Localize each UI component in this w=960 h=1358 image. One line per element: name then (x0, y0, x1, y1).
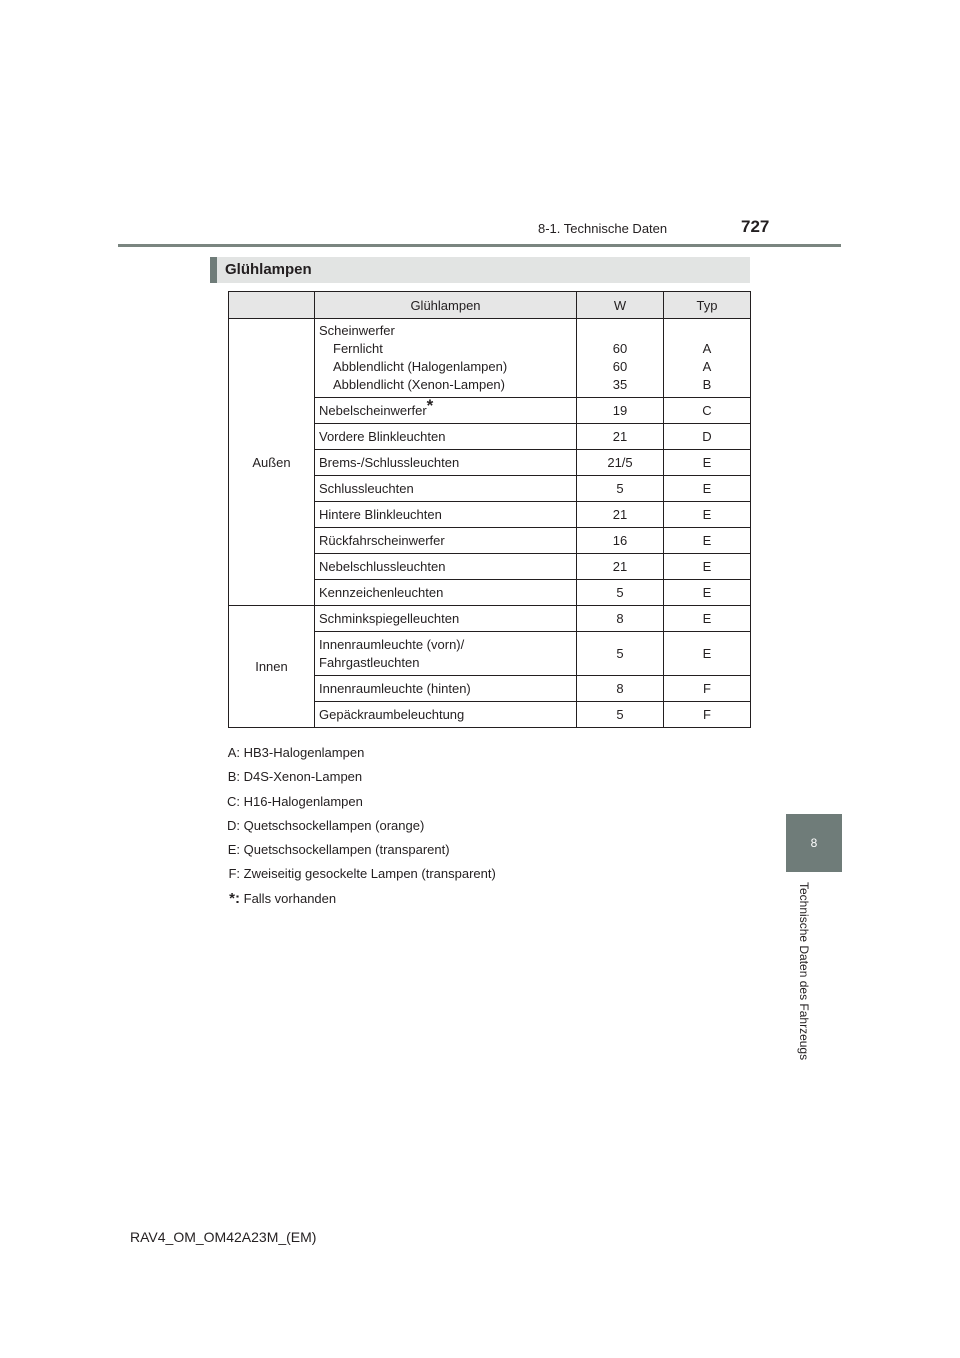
watt-value: 5 (577, 476, 664, 502)
legend-text: Quetschsockellampen (orange) (243, 817, 425, 833)
legend-item (218, 765, 496, 789)
chapter-tab[interactable] (786, 814, 842, 872)
bulb-name: Nebelscheinwerfer* (315, 398, 577, 424)
watt-value: 60 (612, 359, 628, 374)
type-value: E (664, 502, 751, 528)
bulb-name: Schminkspiegelleuchten (315, 606, 577, 632)
table-row (229, 319, 751, 398)
bulb-name-line: Fahrgastleuchten (319, 654, 420, 670)
legend-key: *: (229, 889, 240, 907)
watt-value: 5 (577, 632, 664, 676)
bulb-name: Nebelschlussleuchten (315, 554, 577, 580)
legend-key: B: (227, 769, 240, 785)
legend-text: Zweiseitig gesockelte Lampen (transparent) (243, 866, 496, 882)
headlight-types (664, 319, 751, 398)
type-value: E (664, 476, 751, 502)
chapter-tab-number: 8 (810, 836, 818, 850)
document-code: RAV4_OM_OM42A23M_(EM) (130, 1229, 317, 1245)
legend-key: F: (228, 866, 240, 882)
bulb-table (228, 291, 751, 728)
type-value: D (664, 424, 751, 450)
type-value: E (664, 554, 751, 580)
bulb-name: Hintere Blinkleuchten (315, 502, 577, 528)
legend-item (218, 741, 496, 765)
type-value: E (664, 632, 751, 676)
header-rule (118, 244, 841, 247)
footnote-star: * (426, 395, 434, 415)
column-header: Typ (664, 292, 751, 319)
legend-item (218, 814, 496, 838)
bulb-name: Schlussleuchten (315, 476, 577, 502)
legend-text: Falls vorhanden (243, 890, 337, 906)
watt-value: 8 (577, 606, 664, 632)
watt-value: 21/5 (577, 450, 664, 476)
legend-item (218, 838, 496, 862)
legend-item (218, 862, 496, 886)
group-label-outside: Außen (229, 319, 315, 606)
type-value: F (664, 702, 751, 728)
headlight-line: Abblendlicht (Halogenlampen) (333, 359, 508, 374)
headlight-line: Fernlicht (333, 341, 383, 356)
type-value: A (702, 359, 712, 374)
bulb-name: Innenraumleuchte (hinten) (315, 676, 577, 702)
legend-key: D: (227, 817, 240, 833)
type-value: E (664, 450, 751, 476)
watt-value: 8 (577, 676, 664, 702)
headlight-line: Abblendlicht (Xenon-Lampen) (333, 377, 505, 392)
headlight-watts (577, 319, 664, 398)
type-value: E (664, 606, 751, 632)
chapter-title: 8-1. Technische Daten (538, 221, 668, 236)
legend-key: A: (227, 745, 240, 760)
type-value: E (664, 580, 751, 606)
column-header: W (577, 292, 664, 319)
legend-text: H16-Halogenlampen (243, 793, 363, 809)
legend-list (218, 741, 496, 911)
type-value: E (664, 528, 751, 554)
legend-item (218, 790, 496, 814)
watt-value: 5 (577, 580, 664, 606)
table-header-row (229, 292, 751, 319)
bulb-name: Brems-/Schlussleuchten (315, 450, 577, 476)
bulb-name: Gepäckraumbeleuchtung (315, 702, 577, 728)
legend-item (218, 887, 496, 911)
watt-value: 21 (577, 554, 664, 580)
watt-value: 35 (612, 377, 628, 392)
watt-value: 5 (577, 702, 664, 728)
headlight-cell (315, 319, 577, 398)
column-header (229, 292, 315, 319)
type-value: B (702, 377, 712, 392)
bulb-name: Kennzeichenleuchten (315, 580, 577, 606)
legend-text: D4S-Xenon-Lampen (243, 769, 363, 785)
watt-value: 21 (577, 424, 664, 450)
bulb-name: Vordere Blinkleuchten (315, 424, 577, 450)
legend-key: C: (227, 793, 240, 809)
watt-value: 19 (577, 398, 664, 424)
watt-value: 21 (577, 502, 664, 528)
bulb-name: Rückfahrscheinwerfer (315, 528, 577, 554)
watt-value: 60 (612, 341, 628, 356)
table-row (229, 606, 751, 632)
type-value: C (664, 398, 751, 424)
section-heading: Glühlampen (210, 257, 750, 283)
watt-value: 16 (577, 528, 664, 554)
column-header: Glühlampen (315, 292, 577, 319)
chapter-tab-title: Technische Daten des Fahrzeugs (797, 882, 811, 1061)
legend-key: E: (227, 842, 240, 858)
group-label-inside: Innen (229, 606, 315, 728)
page-number: 727 (741, 217, 770, 236)
type-value: A (702, 341, 712, 356)
headlight-title: Scheinwerfer (319, 323, 395, 338)
bulb-name (315, 632, 577, 676)
legend-text: Quetschsockellampen (transparent) (243, 842, 450, 858)
legend-text: HB3-Halogenlampen (243, 745, 365, 760)
bulb-name-line: Innenraumleuchte (vorn)/ (319, 636, 465, 652)
type-value: F (664, 676, 751, 702)
